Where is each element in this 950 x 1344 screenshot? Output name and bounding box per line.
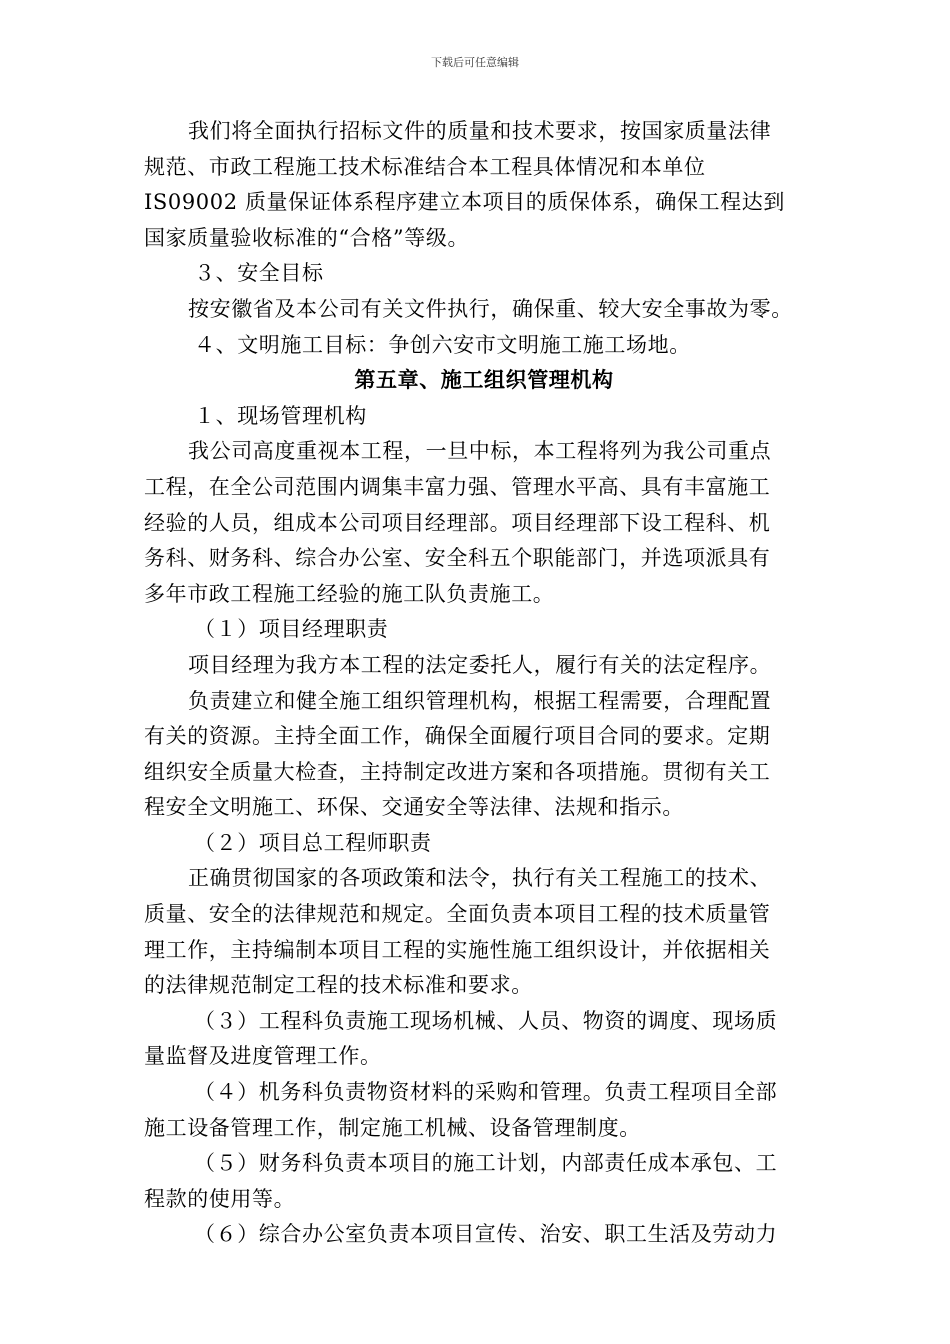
paragraph-line: 量监督及进度管理工作。 — [144, 1044, 382, 1069]
paragraph-line: 组织安全质量大检查，主持制定改进方案和各项措施。贯彻有关工 — [144, 759, 771, 784]
paragraph-line: （６）综合办公室负责本项目宣传、治安、职工生活及劳动力 — [194, 1222, 778, 1247]
paragraph-line: 经验的人员，组成本公司项目经理部。项目经理部下设工程科、机 — [144, 510, 771, 535]
document-body — [144, 114, 824, 1253]
chapter-title: 第五章、施工组织管理机构 — [354, 368, 614, 393]
section-heading: （１）项目经理职责 — [194, 617, 389, 642]
paragraph-line: IS09002 质量保证体系程序建立本项目的质保体系，确保工程达到 — [144, 190, 785, 215]
paragraph-line: 项目经理为我方本工程的法定委托人，履行有关的法定程序。 — [188, 652, 772, 677]
header-note: 下载后可任意编辑 — [431, 56, 519, 69]
paragraph-line: 理工作，主持编制本项目工程的实施性施工组织设计，并依据相关 — [144, 937, 771, 962]
paragraph-line: 国家质量验收标准的“合格”等级。 — [144, 225, 470, 250]
paragraph-line: 程款的使用等。 — [144, 1186, 296, 1211]
section-heading: （２）项目总工程师职责 — [194, 830, 432, 855]
paragraph-line: （４）机务科负责物资材料的采购和管理。负责工程项目全部 — [194, 1080, 778, 1105]
paragraph-line: 按安徽省及本公司有关文件执行，确保重、较大安全事故为零。 — [188, 296, 793, 321]
paragraph-line: 多年市政工程施工经验的施工队负责施工。 — [144, 581, 555, 606]
section-heading: ３、安全目标 — [194, 261, 324, 286]
paragraph-line: 正确贯彻国家的各项政策和法令，执行有关工程施工的技术、 — [188, 866, 772, 891]
paragraph-line: （５）财务科负责本项目的施工计划，内部责任成本承包、工 — [194, 1151, 778, 1176]
paragraph-line: 规范、市政工程施工技术标准结合本工程具体情况和本单位 — [144, 154, 706, 179]
section-heading: １、现场管理机构 — [194, 403, 367, 428]
paragraph-line: 我公司高度重视本工程，一旦中标，本工程将列为我公司重点 — [188, 439, 772, 464]
paragraph-line: （３）工程科负责施工现场机械、人员、物资的调度、现场质 — [194, 1008, 778, 1033]
paragraph-line: 负责建立和健全施工组织管理机构，根据工程需要，合理配置 — [188, 688, 772, 713]
paragraph-line: 务科、财务科、综合办公室、安全科五个职能部门，并选项派具有 — [144, 546, 771, 571]
paragraph-line: 施工设备管理工作，制定施工机械、设备管理制度。 — [144, 1115, 641, 1140]
paragraph-line: 有关的资源。主持全面工作，确保全面履行项目合同的要求。定期 — [144, 724, 771, 749]
paragraph-line: 我们将全面执行招标文件的质量和技术要求，按国家质量法律 — [188, 119, 772, 143]
paragraph-line: 质量、安全的法律规范和规定。全面负责本项目工程的技术质量管 — [144, 902, 771, 927]
section-heading: ４、文明施工目标：争创六安市文明施工施工场地。 — [194, 332, 691, 357]
paragraph-line: 程安全文明施工、环保、交通安全等法律、法规和指示。 — [144, 795, 684, 820]
paragraph-line: 的法律规范制定工程的技术标准和要求。 — [144, 973, 533, 998]
paragraph-line: 工程，在全公司范围内调集丰富力强、管理水平高、具有丰富施工 — [144, 474, 771, 499]
